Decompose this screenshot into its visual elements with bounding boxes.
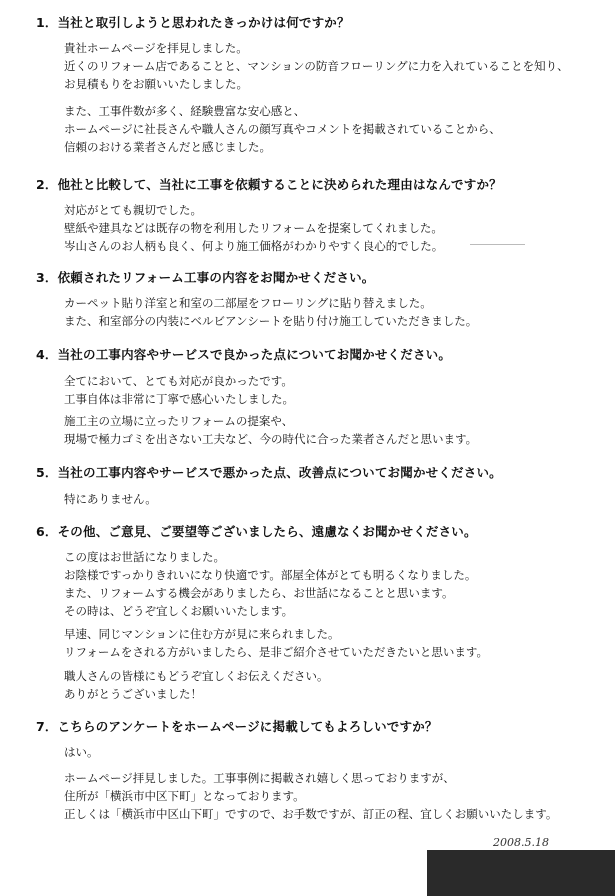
answer-4-line-3: 施工主の立場に立ったリフォームの提案や、 — [64, 414, 294, 428]
answer-3-line-2: また、和室部分の内装にベルビアンシートを貼り付け施工していただきました。 — [64, 314, 478, 328]
answer-1-line-6: 信頼のおける業者さんだと感じました。 — [64, 140, 271, 154]
answer-6-line-4: その時は、どうぞ宜しくお願いいたします。 — [64, 604, 294, 618]
question-4: 4．当社の工事内容やサービスで良かった点についてお聞かせください。 — [36, 347, 452, 362]
answer-6-line-1: この度はお世話になりました。 — [64, 550, 225, 564]
answer-6-line-6: リフォームをされる方がいましたら、是非ご紹介させていただきたいと思います。 — [64, 645, 489, 659]
answer-1-line-2: 近くのリフォーム店であることと、マンションの防音フローリングに力を入れていることを知り、 — [64, 59, 569, 73]
answer-7-line-4: 正しくは「横浜市中区山下町」ですので、お手数ですが、訂正の程、宜しくお願いいたします。 — [64, 807, 558, 821]
answer-1-line-4: また、工事件数が多く、経験豊富な安心感と、 — [64, 104, 306, 118]
question-1: 1．当社と取引しようと思われたきっかけは何ですか？ — [36, 15, 350, 30]
answer-1-line-5: ホームページに社長さんや職人さんの顔写真やコメントを掲載されていることから、 — [64, 122, 501, 136]
answer-4-line-1: 全てにおいて、とても対応が良かったです。 — [64, 374, 293, 388]
question-7: 7．こちらのアンケートをホームページに掲載してもよろしいですか？ — [36, 719, 438, 734]
answer-1-line-3: お見積もりをお願いいたしました。 — [64, 77, 248, 91]
answer-1-line-1: 貴社ホームページを拝見しました。 — [64, 41, 248, 55]
answer-7-line-1: はい。 — [64, 745, 99, 759]
answer-6-line-8: ありがとうございました！ — [64, 687, 202, 701]
answer-4-line-4: 現場で極力ゴミを出さない工夫など、今の時代に合った業者さんだと思います。 — [64, 432, 478, 446]
answer-6-line-7: 職人さんの皆様にもどうぞ宜しくお伝えください。 — [64, 669, 329, 683]
question-5: 5．当社の工事内容やサービスで悪かった点、改善点についてお聞かせください。 — [36, 465, 502, 480]
redaction-block — [427, 850, 615, 896]
question-2: 2．他社と比較して、当社に工事を依頼することに決められた理由はなんですか？ — [36, 177, 502, 192]
question-3: 3．依頼されたリフォーム工事の内容をお聞かせください。 — [36, 270, 375, 285]
answer-6-line-3: また、リフォームする機会がありましたら、お世話になることと思います。 — [64, 586, 454, 600]
scan-smudge — [470, 244, 525, 245]
answer-6-line-5: 早速、同じマンションに住む方が見に来られました。 — [64, 627, 340, 641]
answer-6-line-2: お陰様ですっかりきれいになり快適です。部屋全体がとても明るくなりました。 — [64, 568, 477, 582]
answer-5-line-1: 特にありません。 — [64, 492, 157, 506]
answer-7-line-2: ホームページ拝見しました。工事事例に掲載され嬉しく思っておりますが、 — [64, 771, 455, 785]
answer-3-line-1: カーペット貼り洋室と和室の二部屋をフローリングに貼り替えました。 — [64, 296, 432, 310]
answer-2-line-1: 対応がとても親切でした。 — [64, 203, 202, 217]
answer-2-line-2: 壁紙や建具などは既存の物を利用したリフォームを提案してくれました。 — [64, 221, 443, 235]
question-6: 6．その他、ご意見、ご要望等ございましたら、遠慮なくお聞かせください。 — [36, 524, 477, 539]
answer-7-line-3: 住所が「横浜市中区下町」となっております。 — [64, 789, 305, 803]
handwritten-date: 2008.5.18 — [493, 836, 549, 849]
answer-4-line-2: 工事自体は非常に丁寧で感心いたしました。 — [64, 392, 294, 406]
answer-2-line-3: 岑山さんのお人柄も良く、何より施工価格がわかりやすく良心的でした。 — [64, 239, 444, 253]
